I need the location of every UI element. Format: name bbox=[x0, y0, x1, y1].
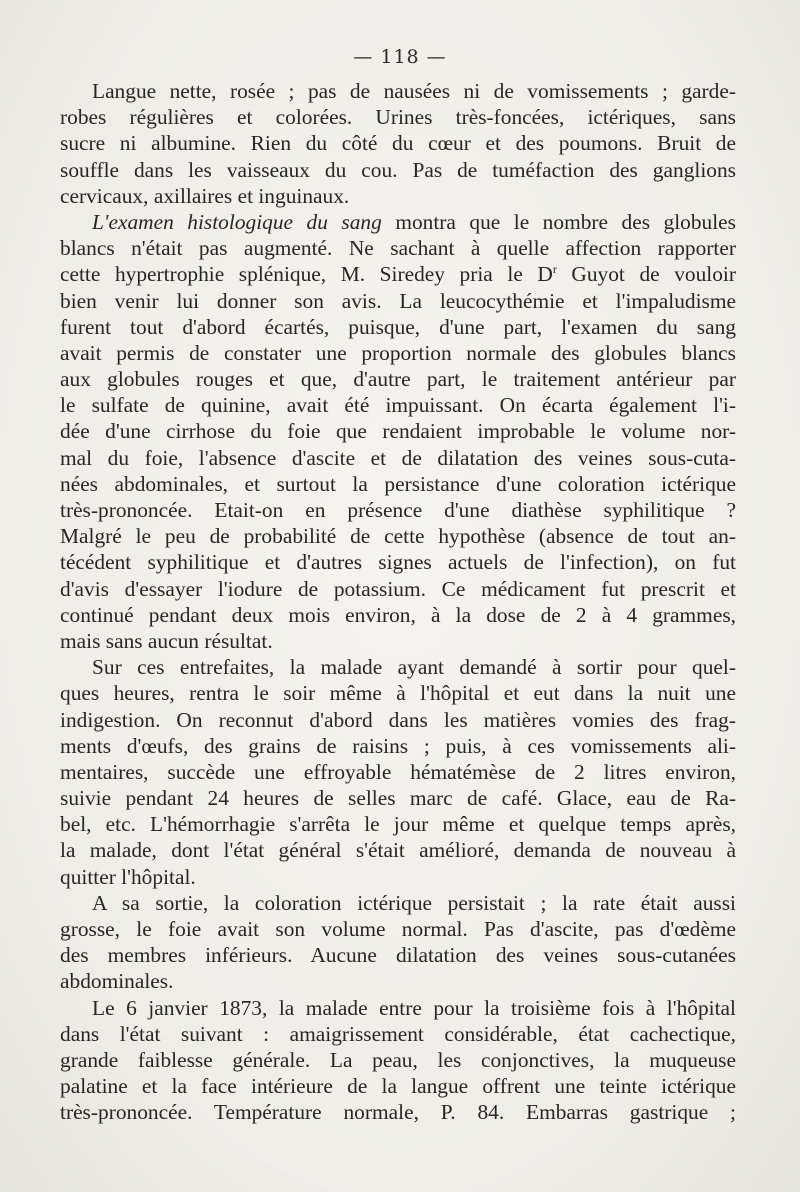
text-line: indigestion. On reconnut d'abord dans les matières vomies des frag- bbox=[60, 707, 736, 732]
paragraph-3 bbox=[60, 654, 736, 890]
text-line: mentaires, succède une effroyable hématémèse de 2 litres environ, bbox=[60, 759, 736, 784]
superscript: r bbox=[552, 262, 557, 277]
text-line bbox=[60, 209, 736, 235]
text-line: très-prononcée. Etait-on en présence d'une diathèse syphilitique ? bbox=[60, 498, 736, 522]
text-fragment: Guyot de vouloir bbox=[556, 262, 736, 287]
text-line: técédent syphilitique et d'autres signes actuels de l'infection), on fut bbox=[60, 550, 736, 575]
text-line: des membres inférieurs. Aucune dilatation des veines sous-cutanées bbox=[60, 943, 736, 968]
text-line: abdominales. bbox=[60, 969, 174, 994]
text-line: Sur ces entrefaites, la malade ayant demandé à sortir pour quel- bbox=[92, 655, 736, 680]
text-line: A sa sortie, la coloration ictérique persistait ; la rate était aussi bbox=[92, 890, 736, 915]
text-line: très-prononcée. Température normale, P. 84. Embarras gastrique ; bbox=[60, 1100, 736, 1125]
text-line: la malade, dont l'état général s'était amélioré, demanda de nouveau à bbox=[60, 838, 736, 863]
text-line: grosse, le foie avait son volume normal. Pas d'ascite, pas d'œdème bbox=[60, 917, 736, 941]
text-line: d'avis d'essayer l'iodure de potassium. Ce médicament fut prescrit et bbox=[60, 576, 736, 601]
text-fragment: cette hypertrophie splénique, M. Siredey pria le D bbox=[60, 262, 553, 287]
paragraph-1 bbox=[60, 78, 736, 209]
text-line: avait permis de constater une proportion normale des globules blancs bbox=[60, 340, 736, 365]
italic-lead: L'examen histologique du sang bbox=[92, 209, 382, 234]
text-line: dans l'état suivant : amaigrissement considérable, état cachectique, bbox=[60, 1021, 736, 1046]
text-line: quitter l'hôpital. bbox=[60, 864, 196, 889]
paragraph-5 bbox=[60, 995, 736, 1126]
text-line: Le 6 janvier 1873, la malade entre pour la troisième fois à l'hôpital bbox=[92, 995, 736, 1020]
body-text bbox=[60, 78, 736, 1126]
text-fragment: montra que le nombre des globules bbox=[381, 209, 737, 234]
text-line: grande faiblesse générale. La peau, les conjonctives, la muqueuse bbox=[60, 1047, 736, 1072]
text-line: suivie pendant 24 heures de selles marc de café. Glace, eau de Ra- bbox=[60, 786, 736, 811]
text-line: blancs n'était pas augmenté. Ne sachant à quelle affection rapporter bbox=[60, 236, 736, 261]
text-line: ques heures, rentra le soir même à l'hôpital et eut dans la nuit une bbox=[60, 681, 736, 706]
text-line: Langue nette, rosée ; pas de nausées ni de vomissements ; garde- bbox=[92, 79, 736, 103]
text-line: continué pendant deux mois environ, à la dose de 2 à 4 grammes, bbox=[60, 602, 736, 627]
text-line: le sulfate de quinine, avait été impuissant. On écarta également l'i- bbox=[60, 393, 736, 418]
text-line: mal du foie, l'absence d'ascite et de dilatation des veines sous-cuta- bbox=[60, 445, 736, 470]
paragraph-2 bbox=[60, 209, 736, 654]
text-line: Malgré le peu de probabilité de cette hypothèse (absence de tout an- bbox=[60, 524, 736, 549]
text-line: furent tout d'abord écartés, puisque, d'une part, l'examen du sang bbox=[60, 314, 736, 339]
text-line: bel, etc. L'hémorrhagie s'arrêta le jour même et quelque temps après, bbox=[60, 812, 736, 837]
text-line: dée d'une cirrhose du foie que rendaient improbable le volume nor- bbox=[60, 419, 736, 444]
text-line: cervicaux, axillaires et inguinaux. bbox=[60, 183, 350, 208]
text-line: sucre ni albumine. Rien du côté du cœur et des poumons. Bruit de bbox=[60, 131, 736, 156]
paragraph-4 bbox=[60, 890, 736, 995]
page-number: — 118 — bbox=[353, 46, 447, 68]
text-line bbox=[60, 261, 736, 287]
text-line: souffle dans les vaisseaux du cou. Pas de tuméfaction des ganglions bbox=[60, 157, 736, 182]
text-line: bien venir lui donner son avis. La leucocythémie et l'impaludisme bbox=[60, 288, 736, 313]
text-line: nées abdominales, et surtout la persistance d'une coloration ictérique bbox=[60, 471, 736, 496]
text-line: aux globules rouges et que, d'autre part, le traitement antérieur par bbox=[60, 367, 736, 392]
text-line: palatine et la face intérieure de la langue offrent une teinte ictérique bbox=[60, 1074, 736, 1099]
text-line: ments d'œufs, des grains de raisins ; puis, à ces vomissements ali- bbox=[60, 733, 736, 758]
text-line: robes régulières et colorées. Urines très-foncées, ictériques, sans bbox=[60, 105, 736, 130]
text-line: mais sans aucun résultat. bbox=[60, 628, 273, 653]
